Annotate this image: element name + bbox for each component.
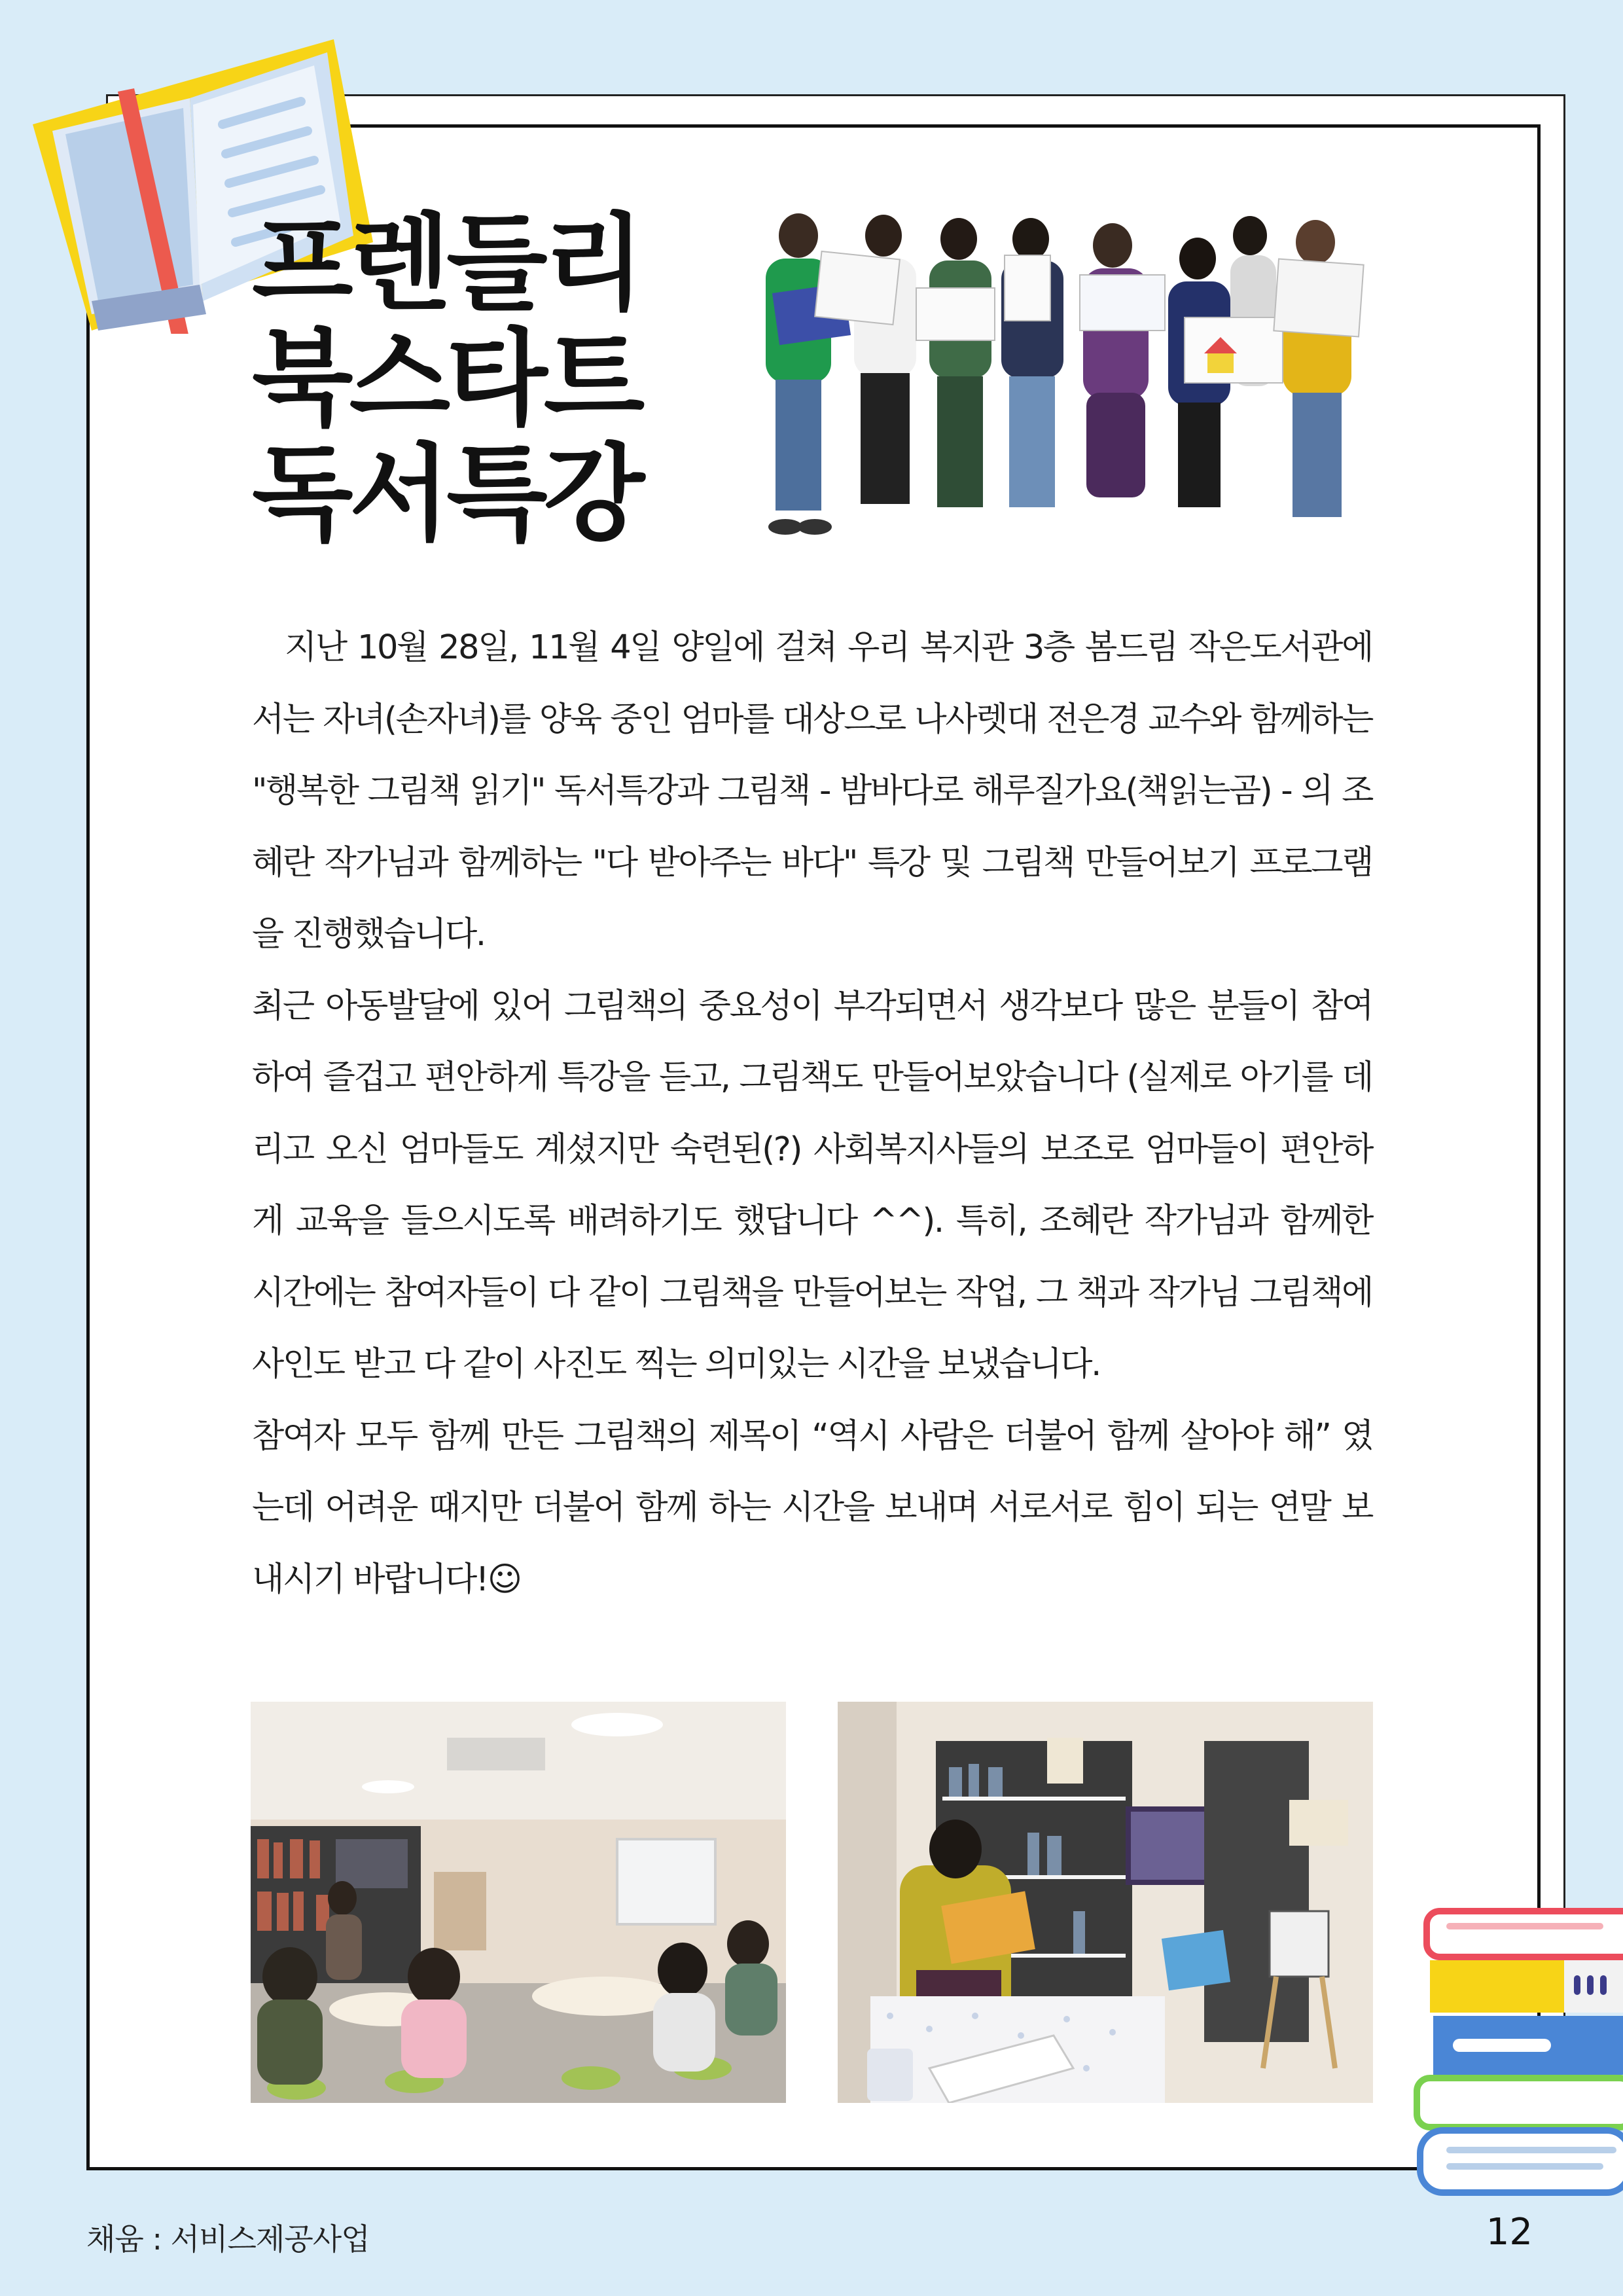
title-line-2: 북스타트 xyxy=(252,317,641,440)
page-number: 12 xyxy=(1486,2211,1533,2253)
paragraph-closing: 참여자 모두 함께 만든 그림책의 제목이 “역시 사람은 더불어 함께 살아야 해” 였는데 어려운 때지만 더불어 함께 하는 시간을 보내며 서로서로 힘이 되는 연말 보내시기 바랍니다!☺ xyxy=(252,1416,1372,1599)
book-stack-icon xyxy=(1407,1898,1623,2199)
paragraph-intro: 지난 10월 28일, 11월 4일 양일에 걸쳐 우리 복지관 3층 봄드림 작은도서관에서는 자녀(손자녀)를 양육 중인 엄마를 대상으로 나사렛대 전은경 교수와 함께하는 "행복한 그림책 읽기" 독서특강과 그림책 - 밤바다로 해루질가요(책읽는곰) - 의 조혜란 작가님과 함께하는 "다 받아주는 바다" 특강 및 그림책 만들어보기 프로그램을 진행했습니다. xyxy=(252,628,1372,954)
title-line-3: 독서특강 xyxy=(252,433,641,555)
paragraph-details: 최근 아동발달에 있어 그림책의 중요성이 부각되면서 생각보다 많은 분들이 참여하여 즐겁고 편안하게 특강을 듣고, 그림책도 만들어보았습니다 (실제로 아기를 데리고 오신 엄마들도 계셨지만 숙련된(?) 사회복지사들의 보조로 엄마들이 편안하게 교육을 들으시도록 배려하기도 했답니다 ^^). 특히, 조혜란 작가님과 함께한 시간에는 참여자들이 다 같이 그림책을 만들어보는 작업, 그 책과 작가님 그림책에 사인도 받고 다 같이 사진도 찍는 의미있는 시간을 보냈습니다. xyxy=(252,986,1372,1384)
group-photo xyxy=(726,196,1400,563)
lecture-photo xyxy=(251,1702,786,2103)
footer-credit: 채움 : 서비스제공사업 xyxy=(86,2221,370,2257)
title-line-1: 프렌들리 xyxy=(252,202,641,325)
author-reading-photo xyxy=(838,1702,1373,2103)
page-title xyxy=(252,202,671,555)
article-body xyxy=(252,612,1372,1615)
